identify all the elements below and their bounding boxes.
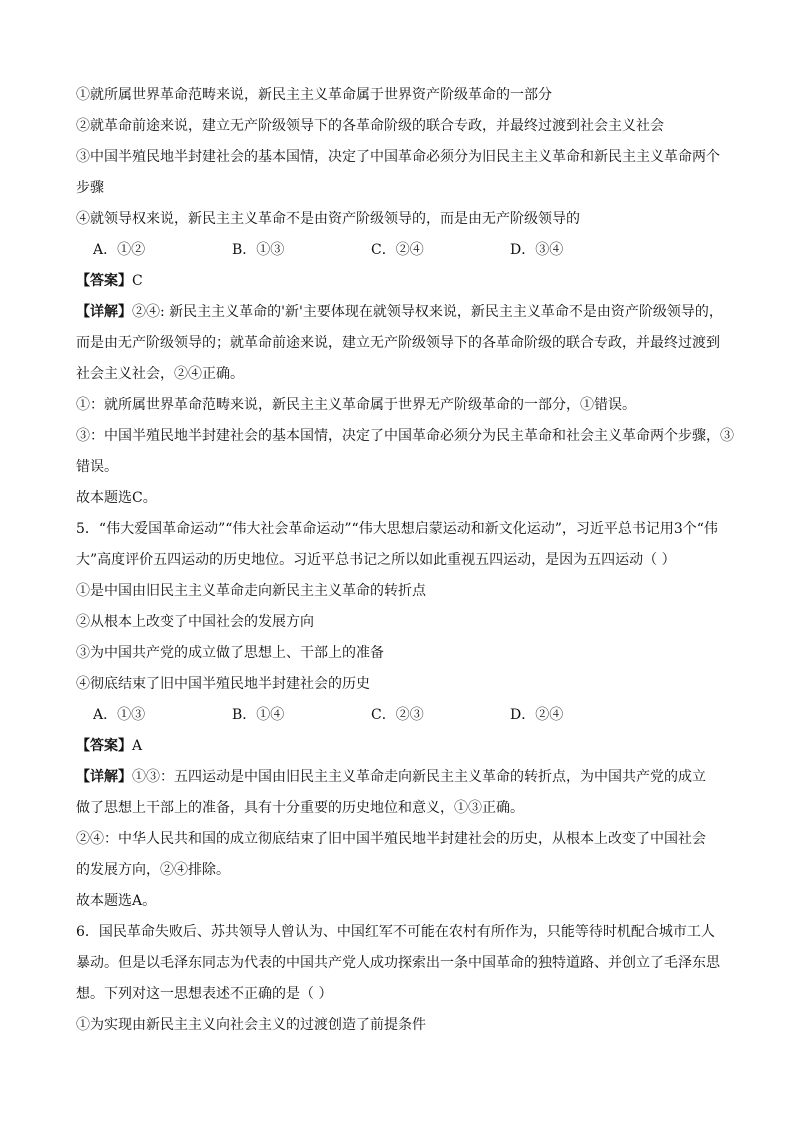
detail-label: 【详解】 (76, 304, 132, 320)
q4-detail-4: ①：就所属世界革命范畴来说，新民主主义革命属于世界无产阶级革命的一部分，①错误。 (76, 397, 636, 413)
q4-item-3-cont: 步骤 (76, 180, 104, 196)
q6-stem-3: 想。下列对这一思想表述不正确的是（ ） (76, 986, 333, 1002)
q4-option-d: D．③④ (510, 242, 564, 258)
q4-option-a: A．①② (93, 242, 146, 258)
q5-option-c: C．②③ (371, 707, 424, 723)
q5-item-4: ④彻底结束了旧中国半殖民地半封建社会的历史 (76, 676, 370, 692)
q4-detail-6: 错误。 (76, 459, 118, 475)
q4-item-1: ①就所属世界革命范畴来说，新民主主义革命属于世界资产阶级革命的一部分 (76, 87, 552, 103)
q5-detail-1 (76, 762, 734, 793)
q5-options (76, 700, 734, 731)
q6-stem-1: 6．国民革命失败后、苏共领导人曾认为、中国红军不可能在农村有所作为，只能等待时机配合城市工人 (76, 924, 715, 940)
detail-text: ②④: 新民主主义革命的'新'主要体现在就领导权来说，新民主主义革命不是由资产阶级领导的， (132, 304, 723, 320)
q4-detail-2: 而是由无产阶级领导的；就革命前途来说，建立无产阶级领导下的各革命阶级的联合专政，并最终过渡到 (76, 335, 720, 351)
answer-value: C (132, 273, 143, 289)
q5-stem-2: 大”高度评价五四运动的历史地位。习近平总书记之所以如此重视五四运动，是因为五四运动（ ） (76, 552, 676, 568)
q5-detail-2: 做了思想上干部上的准备，具有十分重要的历史地位和意义，①③正确。 (76, 800, 524, 816)
q4-options (76, 235, 734, 266)
q4-answer (76, 266, 734, 297)
q4-option-c: C．②④ (371, 242, 424, 258)
answer-value: A (132, 738, 143, 754)
q4-option-b: B．①③ (232, 242, 285, 258)
q5-item-3: ③为中国共产党的成立做了思想上、干部上的准备 (76, 645, 384, 661)
q4-item-4: ④就领导权来说，新民主主义革命不是由资产阶级领导的，而是由无产阶级领导的 (76, 211, 580, 227)
detail-text: ①③：五四运动是中国由旧民主主义革命走向新民主主义革命的转折点，为中国共产党的成立 (132, 769, 706, 785)
q5-item-2: ②从根本上改变了中国社会的发展方向 (76, 614, 314, 630)
answer-label: 【答案】 (76, 738, 132, 754)
q5-detail-3: ②④：中华人民共和国的成立彻底结束了旧中国半殖民地半封建社会的历史，从根本上改变了中国社会 (76, 831, 706, 847)
q4-detail-5: ③：中国半殖民地半封建社会的基本国情，决定了中国革命必须分为民主革命和社会主义革命两个步骤，③ (76, 428, 734, 444)
q4-detail-7: 故本题选C。 (76, 490, 157, 506)
q5-stem-1: 5．“伟大爱国革命运动”“伟大社会革命运动”“伟大思想启蒙运动和新文化运动”，习近平总书记用3个“伟 (76, 521, 718, 537)
q4-detail-3: 社会主义社会，②④正确。 (76, 366, 244, 382)
detail-label: 【详解】 (76, 769, 132, 785)
q4-detail-1 (76, 297, 734, 328)
q5-detail-5: 故本题选A。 (76, 893, 157, 909)
q5-item-1: ①是中国由旧民主主义革命走向新民主主义革命的转折点 (76, 583, 426, 599)
q4-item-3: ③中国半殖民地半封建社会的基本国情，决定了中国革命必须分为旧民主主义革命和新民主主义革命两个 (76, 149, 720, 165)
q6-stem-2: 暴动。但是以毛泽东同志为代表的中国共产党人成功探索出一条中国革命的独特道路、并创立了毛泽东思 (76, 955, 720, 971)
answer-label: 【答案】 (76, 273, 132, 289)
q6-item-1: ①为实现由新民主主义向社会主义的过渡创造了前提条件 (76, 1017, 426, 1033)
q5-option-b: B．①④ (232, 707, 285, 723)
q5-option-a: A．①③ (93, 707, 146, 723)
q5-detail-4: 的发展方向，②④排除。 (76, 862, 230, 878)
q4-item-2: ②就革命前途来说，建立无产阶级领导下的各革命阶级的联合专政，并最终过渡到社会主义社会 (76, 118, 664, 134)
q5-option-d: D．②④ (510, 707, 564, 723)
q5-answer (76, 731, 734, 762)
